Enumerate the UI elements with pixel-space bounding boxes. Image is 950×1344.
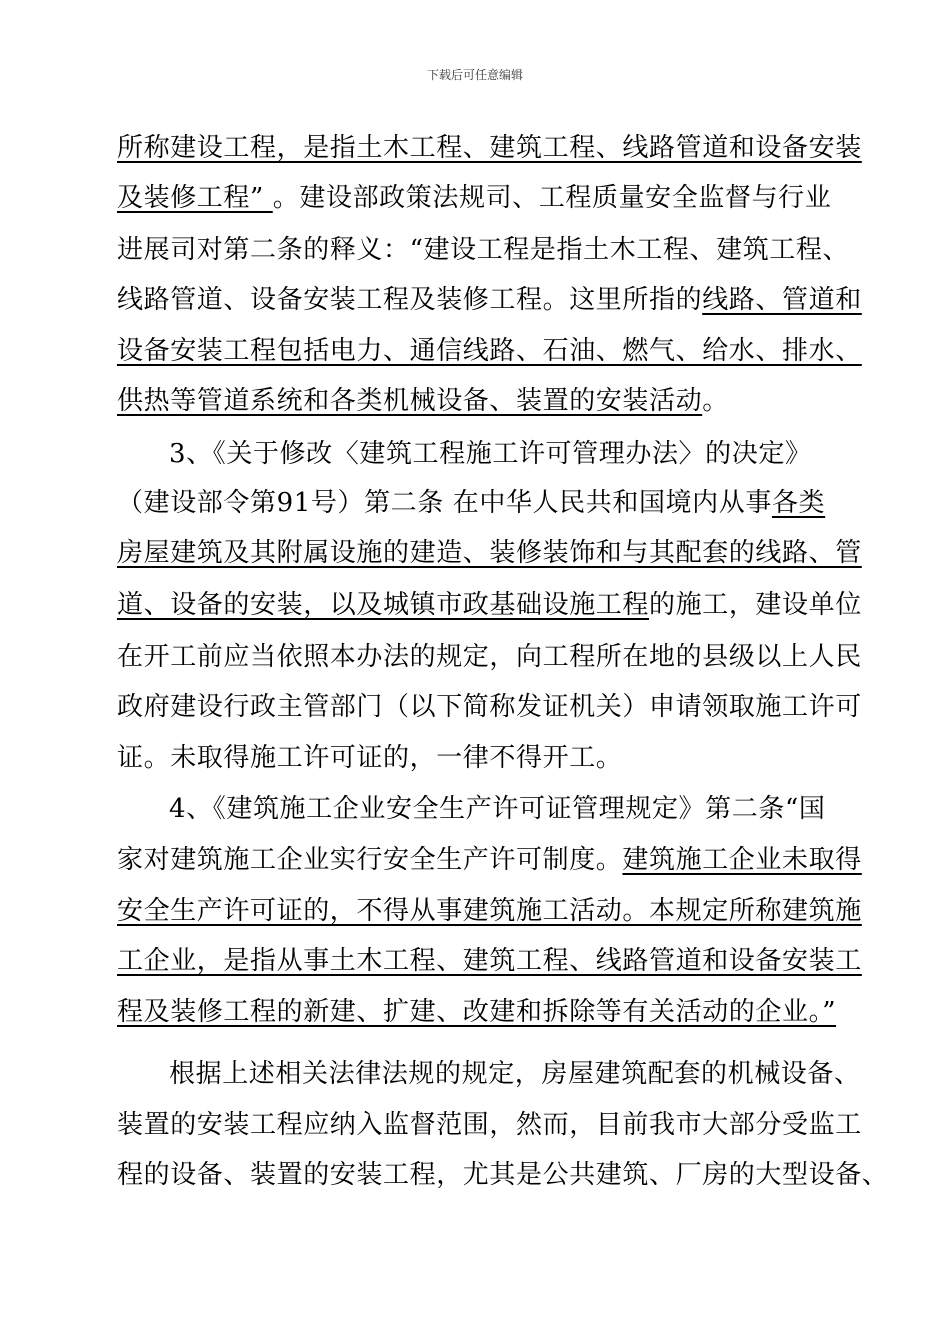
text-line: [169, 794, 825, 824]
underlined-text: 供热等管道系统和各类机械设备、装置的安装活动: [117, 386, 703, 416]
underlined-text: 道、设备的安装，以及城镇市政基础设施工程: [117, 590, 650, 620]
text-segment: 。: [702, 386, 729, 416]
underlined-text: 各类: [771, 488, 826, 518]
underlined-text: 工企业，是指从事土木工程、建筑工程、线路管道和设备安装工: [117, 946, 862, 976]
text-line: [117, 183, 831, 213]
text-segment: 程的设备、装置的安装工程，尤其是公共建筑、厂房的大型设备、: [117, 1160, 889, 1190]
text-line: [117, 285, 862, 315]
text-line: [117, 1110, 862, 1140]
underlined-text: 建筑施工企业未取得: [622, 845, 862, 875]
text-line: [117, 946, 862, 976]
text-line: [169, 439, 812, 469]
text-segment: 装置的安装工程应纳入监督范围，然而，目前我市大部分受监工: [117, 1110, 862, 1140]
text-line: [117, 488, 825, 518]
text-segment: 家对建筑施工企业实行安全生产许可制度。: [117, 845, 623, 875]
text-line: [117, 235, 849, 265]
page-header: 下载后可任意编辑: [426, 68, 523, 82]
text-line: [117, 336, 862, 366]
underlined-text: 程及装修工程的新建、扩建、改建和拆除等有关活动的企业。”: [117, 997, 837, 1027]
text-line: [117, 845, 862, 875]
text-segment: （建设部令第91号）第二条 在中华人民共和国境内从事: [117, 488, 772, 518]
text-line: [117, 642, 862, 672]
text-segment: 的施工，建设单位: [649, 590, 862, 620]
text-segment: 3、《关于修改〈建筑工程施工许可管理办法〉的决定》: [169, 439, 812, 469]
underlined-text: 及装修工程”: [117, 183, 273, 213]
text-line: [117, 743, 622, 773]
text-line: [117, 590, 862, 620]
text-line: [169, 1059, 861, 1089]
text-line: [117, 692, 862, 722]
underlined-text: 所称建设工程，是指土木工程、建筑工程、线路管道和设备安装: [117, 133, 862, 163]
text-line: [117, 386, 729, 416]
text-segment: 政府建设行政主管部门（以下简称发证机关）申请领取施工许可: [117, 692, 862, 722]
text-segment: 根据上述相关法律法规的规定，房屋建筑配套的机械设备、: [169, 1059, 861, 1089]
text-line: [117, 997, 836, 1027]
text-segment: 。建设部政策法规司、工程质量安全监督与行业: [272, 183, 832, 213]
underlined-text: 房屋建筑及其附属设施的建造、装修装饰和与其配套的线路、管: [117, 538, 862, 568]
underlined-text: 线路、管道和: [702, 285, 862, 315]
text-line: [117, 896, 862, 926]
text-segment: 证。未取得施工许可证的，一律不得开工。: [117, 743, 623, 773]
text-segment: 在开工前应当依照本办法的规定，向工程所在地的县级以上人民: [117, 642, 862, 672]
text-line: [117, 538, 862, 568]
text-segment: 进展司对第二条的释义：“建设工程是指土木工程、建筑工程、: [117, 235, 850, 265]
text-segment: 4、《建筑施工企业安全生产许可证管理规定》第二条“国: [169, 794, 826, 824]
underlined-text: 安全生产许可证的，不得从事建筑施工活动。本规定所称建筑施: [117, 896, 862, 926]
text-segment: 线路管道、设备安装工程及装修工程。这里所指的: [117, 285, 703, 315]
text-line: [117, 1160, 888, 1190]
text-line: [117, 133, 862, 163]
underlined-text: 设备安装工程包括电力、通信线路、石油、燃气、给水、排水、: [117, 336, 862, 366]
